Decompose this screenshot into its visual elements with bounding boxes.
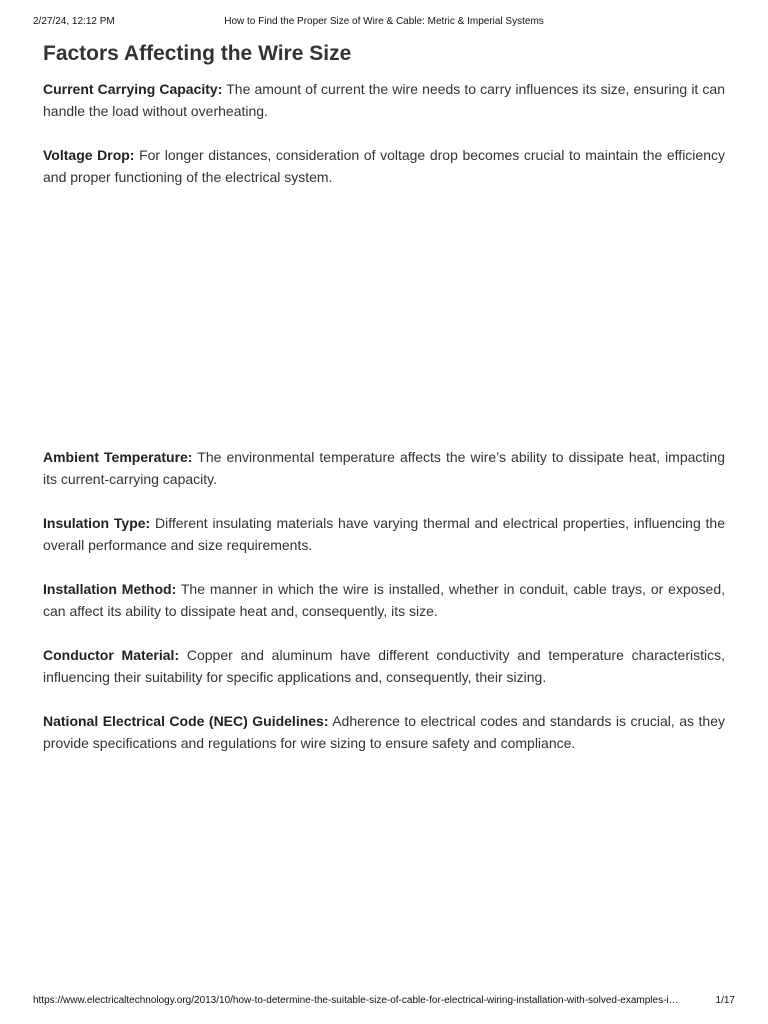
factor-insulation-type xyxy=(43,512,725,556)
factor-label: Conductor Material: xyxy=(43,647,180,663)
article-content xyxy=(43,40,725,776)
factor-label: Insulation Type: xyxy=(43,515,151,531)
factor-label: Voltage Drop: xyxy=(43,147,135,163)
factor-label: National Electrical Code (NEC) Guidelines: xyxy=(43,713,329,729)
print-date: 2/27/24, 12:12 PM xyxy=(33,16,115,27)
page-url-link[interactable]: https://www.electricaltechnology.org/2013/10/how-to-determine-the-suitable-size-of-cable-for-electrical-wiring-installation-with-solved-examples-i… xyxy=(33,995,679,1006)
factor-current-carrying-capacity xyxy=(43,78,725,122)
factor-label: Ambient Temperature: xyxy=(43,449,193,465)
factor-text: The amount of current the wire needs to carry influences its size, ensuring it can handle the load without overheating. xyxy=(43,81,725,119)
factor-text: For longer distances, consideration of voltage drop becomes crucial to maintain the efficiency and proper functioning of the electrical system. xyxy=(43,147,725,185)
factor-label: Current Carrying Capacity: xyxy=(43,81,223,97)
factor-conductor-material xyxy=(43,644,725,688)
factor-text: The environmental temperature affects the wire’s ability to dissipate heat, impacting its current-carrying capacity. xyxy=(43,449,725,487)
blank-ad-space xyxy=(43,210,725,446)
factor-ambient-temperature xyxy=(43,446,725,490)
factor-text: Different insulating materials have varying thermal and electrical properties, influencing the overall performance and size requirements. xyxy=(43,515,725,553)
factor-installation-method xyxy=(43,578,725,622)
page-number: 1/17 xyxy=(715,995,735,1006)
factor-nec-guidelines xyxy=(43,710,725,754)
document-title: How to Find the Proper Size of Wire & Cable: Metric & Imperial Systems xyxy=(224,16,544,27)
factor-voltage-drop xyxy=(43,144,725,188)
print-footer xyxy=(33,995,735,1009)
factor-label: Installation Method: xyxy=(43,581,177,597)
factor-text: The manner in which the wire is installed, whether in conduit, cable trays, or exposed, can affect its ability to dissipate heat and, consequently, its size. xyxy=(43,581,725,619)
section-heading: Factors Affecting the Wire Size xyxy=(43,42,352,65)
print-header xyxy=(33,16,735,30)
factor-text: Copper and aluminum have different conductivity and temperature characteristics, influencing their suitability for specific applications and, consequently, their sizing. xyxy=(43,647,725,685)
factor-text: Adherence to electrical codes and standards is crucial, as they provide specifications and regulations for wire sizing to ensure safety and compliance. xyxy=(43,713,725,751)
